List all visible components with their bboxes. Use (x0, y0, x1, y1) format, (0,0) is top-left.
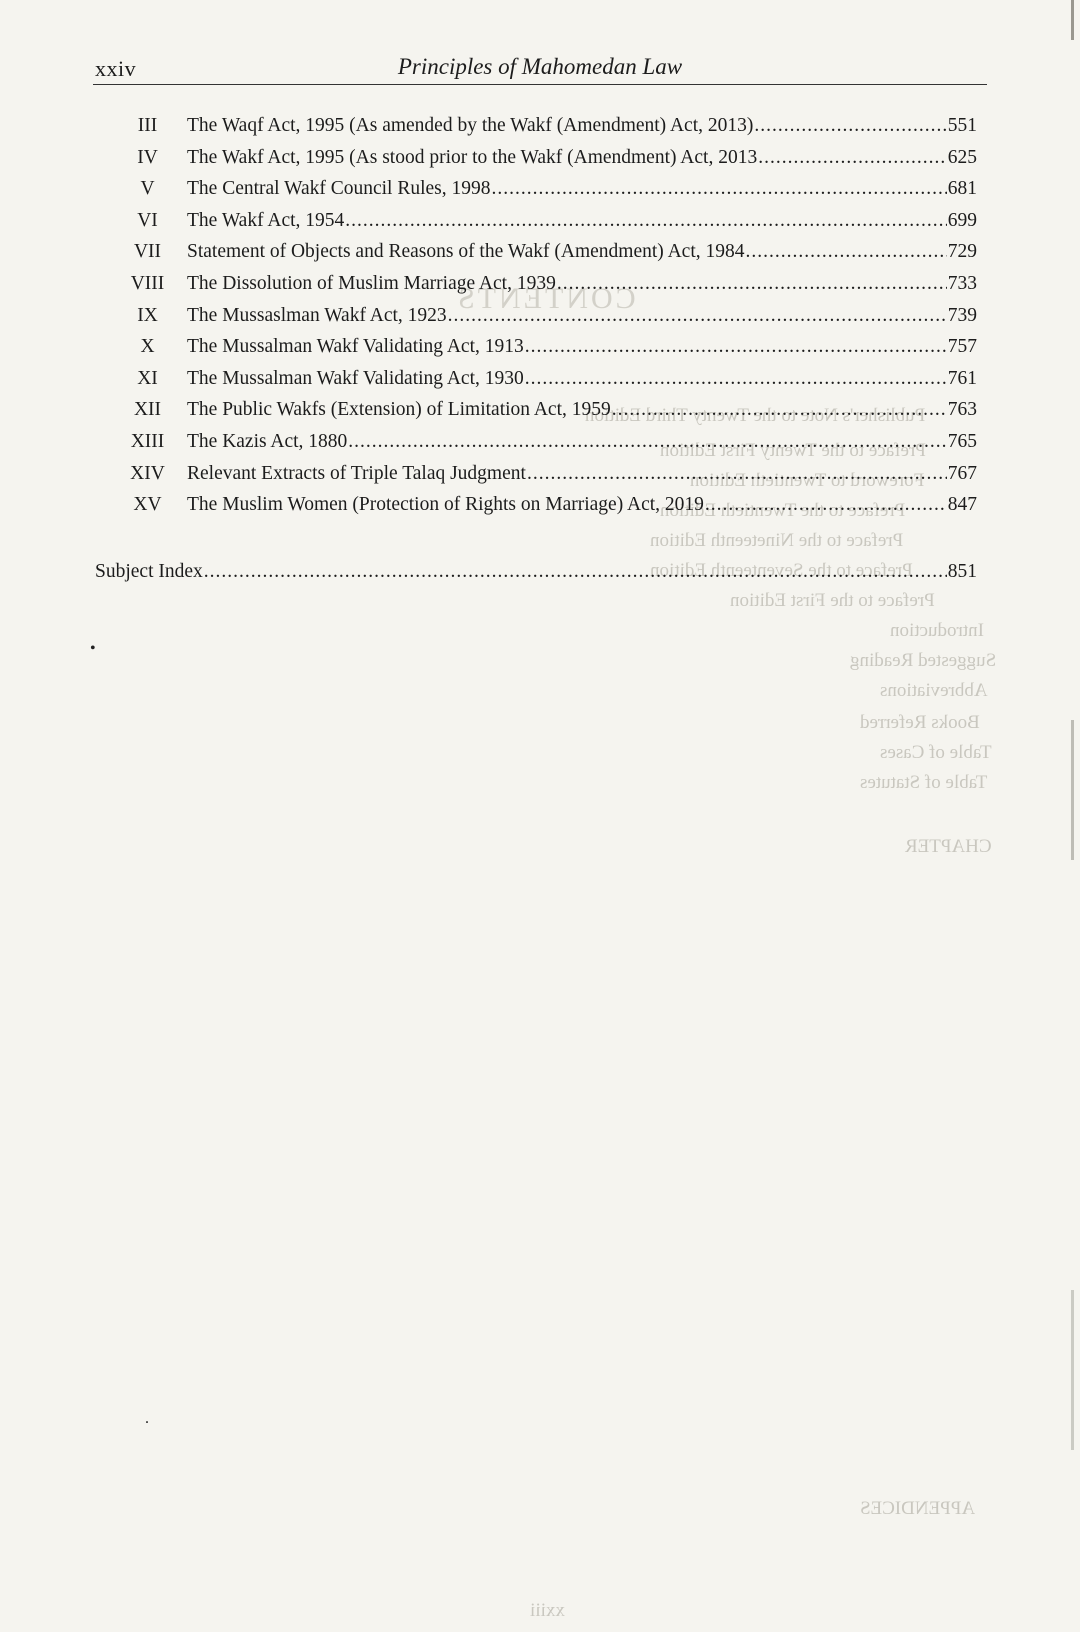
subject-index-page: 851 (947, 561, 977, 582)
show-through-line: Preface to the Twenty First Edition (660, 440, 926, 461)
ink-speck: • (90, 640, 96, 657)
toc-row (0, 144, 1080, 172)
running-header (93, 50, 987, 85)
dot-leader (745, 238, 946, 266)
appendix-page: 681 (947, 178, 977, 200)
toc-row (0, 175, 1080, 203)
appendix-page: 729 (947, 241, 977, 263)
show-through-line: Preface to the Nineteenth Edition (650, 530, 904, 551)
appendix-page: 847 (947, 494, 977, 516)
appendix-title: The Muslim Women (Protection of Rights on Marriage) Act, 2019 (187, 494, 704, 516)
show-through-line: Table of Cases (880, 742, 992, 763)
toc-row (0, 365, 1080, 393)
toc-row (0, 207, 1080, 235)
appendix-number: III (137, 115, 158, 136)
appendix-number: VIII (130, 273, 165, 294)
dot-leader (705, 491, 947, 519)
appendix-title: The Dissolution of Muslim Marriage Act, 1939 (187, 273, 556, 294)
toc-row (0, 333, 1080, 361)
appendix-title: The Mussalman Wakf Validating Act, 1913 (187, 336, 524, 358)
show-through-line: Books Referred (860, 712, 980, 733)
appendix-title: The Waqf Act, 1995 (As amended by the Wakf (Amendment) Act, 2013) (187, 115, 754, 136)
appendix-number: V (140, 178, 155, 200)
dot-leader (525, 365, 947, 393)
page-edge-mark (1071, 720, 1074, 860)
show-through-line: Abbreviations (880, 680, 988, 701)
appendix-number: IV (137, 146, 158, 168)
appendix-title: The Wakf Act, 1954 (187, 209, 345, 231)
toc-row (0, 460, 1080, 488)
appendix-title: The Mussaslman Wakf Act, 1923 (187, 304, 447, 326)
appendix-number: VII (133, 241, 162, 263)
show-through-folio: xxiii (530, 1600, 565, 1621)
dot-leader (345, 207, 946, 235)
appendix-page: 551 (947, 115, 977, 136)
show-through-line: Suggested Reading (850, 650, 997, 671)
appendix-page: 767 (947, 462, 977, 484)
appendix-page: 761 (947, 367, 977, 389)
dot-leader (758, 144, 947, 172)
page-edge-mark (1071, 0, 1074, 40)
toc-row (0, 428, 1080, 456)
toc-row (0, 491, 1080, 519)
show-through-line: Preface to the Twentieth Edition (660, 500, 906, 521)
appendix-title: The Wakf Act, 1995 (As stood prior to the Wakf (Amendment) Act, 2013 (187, 146, 758, 168)
appendix-page: 765 (947, 431, 977, 452)
show-through-line: Preface to the First Edition (730, 590, 935, 611)
dot-leader (525, 333, 947, 361)
appendix-number: VI (137, 209, 158, 231)
subject-index-title: Subject Index (95, 561, 203, 582)
dot-leader (204, 558, 947, 586)
show-through-line: Introduction (890, 620, 984, 641)
appendix-page: 763 (947, 399, 977, 421)
dot-leader (612, 396, 947, 424)
dot-leader (492, 175, 947, 203)
dot-leader (557, 270, 947, 298)
appendix-page: 739 (947, 304, 977, 326)
appendix-title: Relevant Extracts of Triple Talaq Judgment (187, 462, 526, 484)
appendix-page: 733 (947, 273, 977, 294)
appendix-title: The Mussalman Wakf Validating Act, 1930 (187, 367, 524, 389)
appendix-page: 625 (947, 146, 977, 168)
appendix-number: XI (137, 367, 158, 389)
show-through-line: Preface to the Seventeenth Edition (650, 560, 913, 581)
subject-index-row (0, 558, 1080, 586)
toc-row (0, 396, 1080, 424)
show-through-line: Table of Statutes (860, 772, 988, 793)
appendix-title: Statement of Objects and Reasons of the Wakf (Amendment) Act, 1984 (187, 241, 745, 263)
appendix-number: XII (133, 399, 162, 421)
running-title: Principles of Mahomedan Law (397, 54, 683, 79)
appendix-title: The Kazis Act, 1880 (187, 431, 348, 452)
appendix-number: XV (133, 494, 162, 516)
appendix-page: 757 (947, 336, 977, 358)
appendix-number: IX (137, 304, 158, 326)
appendix-page: 699 (947, 209, 977, 231)
page-edge-mark (1071, 1290, 1074, 1450)
toc-row (0, 302, 1080, 330)
toc-row (0, 270, 1080, 298)
show-through-appendices-label: APPENDICES (860, 1498, 976, 1519)
show-through-chapter-label: CHAPTER (905, 836, 992, 857)
dot-leader (348, 428, 946, 456)
appendix-number: XIV (130, 462, 165, 484)
show-through-line: Foreword to Twentieth Edition (690, 470, 925, 491)
toc-row (0, 238, 1080, 266)
ink-speck: . (145, 1410, 149, 1427)
toc-row (0, 112, 1080, 140)
page-number: xxiv (95, 56, 137, 81)
appendix-title: The Public Wakfs (Extension) of Limitation Act, 1959 (187, 399, 611, 421)
dot-leader (527, 460, 947, 488)
appendix-number: XIII (130, 431, 165, 452)
appendix-number: X (140, 336, 155, 358)
show-through-line: Publisher's Note to the Twenty Third Edition (585, 405, 926, 426)
dot-leader (448, 302, 947, 330)
show-through-heading: CONTENTS (455, 282, 636, 315)
appendix-title: The Central Wakf Council Rules, 1998 (187, 178, 491, 200)
dot-leader (754, 112, 946, 140)
